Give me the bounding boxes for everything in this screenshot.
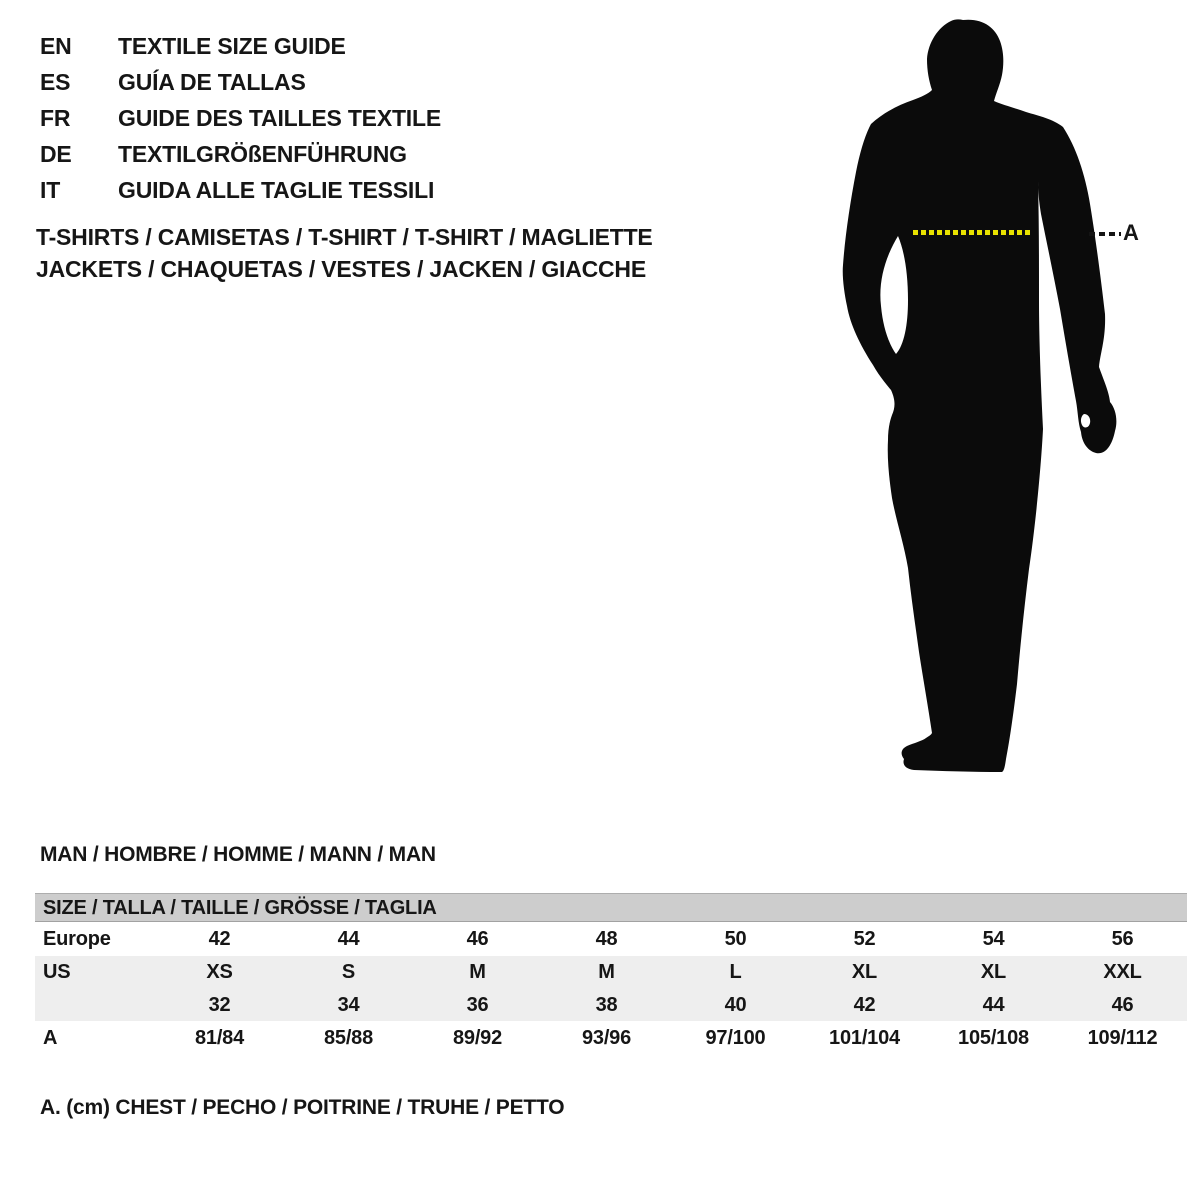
size-cell: 97/100 xyxy=(705,1027,766,1049)
size-cell: 46 xyxy=(1111,993,1134,1016)
size-cell: 52 xyxy=(853,927,876,950)
size-cell: L xyxy=(729,961,742,983)
size-cell: 85/88 xyxy=(323,1027,374,1049)
measure-callout-dashes xyxy=(1089,232,1121,236)
measure-label-a: A xyxy=(1123,220,1139,245)
size-cell: 54 xyxy=(982,927,1005,950)
row-label-europe: Europe xyxy=(43,927,111,950)
size-cell: 93/96 xyxy=(581,1027,632,1049)
size-cell: S xyxy=(341,961,356,983)
category-heading xyxy=(36,221,653,285)
language-code: EN xyxy=(40,33,72,59)
size-cell: 44 xyxy=(982,993,1005,1016)
size-cell: 32 xyxy=(208,993,231,1016)
table-row-numeric xyxy=(35,989,1187,1021)
row-label-a: A xyxy=(43,1027,58,1049)
size-cell: 56 xyxy=(1111,927,1134,950)
language-title: GUIDA ALLE TAGLIE TESSILI xyxy=(118,177,435,203)
table-row-europe xyxy=(35,922,1187,956)
language-code: FR xyxy=(40,105,71,131)
size-cell: XL xyxy=(851,961,878,983)
language-title: GUIDE DES TAILLES TEXTILE xyxy=(118,105,441,131)
language-title: TEXTILGRÖßENFÜHRUNG xyxy=(118,141,407,167)
size-cell: 105/108 xyxy=(958,1027,1029,1049)
list-item xyxy=(40,172,441,208)
list-item xyxy=(40,28,441,64)
size-cell: 46 xyxy=(466,927,489,950)
size-cell: 34 xyxy=(337,993,360,1016)
category-line-tshirts: T-SHIRTS / CAMISETAS / T-SHIRT / T-SHIRT / MAGLIETTE xyxy=(36,224,653,250)
size-cell: 109/112 xyxy=(1087,1027,1158,1049)
size-cell: 42 xyxy=(208,927,231,950)
size-cell: 44 xyxy=(337,927,360,950)
size-table-header: SIZE / TALLA / TAILLE / GRÖSSE / TAGLIA xyxy=(35,893,1187,922)
table-row-chest-a xyxy=(35,1021,1187,1056)
size-cell: 101/104 xyxy=(829,1027,900,1049)
list-item xyxy=(40,64,441,100)
language-code: ES xyxy=(40,69,71,95)
language-title: TEXTILE SIZE GUIDE xyxy=(118,33,346,59)
language-guide-list xyxy=(40,28,441,208)
size-cell: XL xyxy=(980,961,1007,983)
size-cell: M xyxy=(598,961,615,983)
size-cell: 50 xyxy=(724,927,747,950)
size-cell: 36 xyxy=(466,993,489,1016)
size-cell: 48 xyxy=(595,927,618,950)
language-code: IT xyxy=(40,177,61,203)
footnote-chest: A. (cm) CHEST / PECHO / POITRINE / TRUHE / PETTO xyxy=(40,1096,565,1119)
man-silhouette-figure xyxy=(842,8,1122,778)
category-line-jackets: JACKETS / CHAQUETAS / VESTES / JACKEN / GIACCHE xyxy=(36,256,646,282)
size-table xyxy=(35,893,1187,1056)
size-cell: 40 xyxy=(724,993,747,1016)
size-cell: XXL xyxy=(1103,961,1142,983)
list-item xyxy=(40,136,441,172)
language-title: GUÍA DE TALLAS xyxy=(118,69,306,95)
size-cell: 38 xyxy=(595,993,618,1016)
row-label-us: US xyxy=(43,961,71,983)
section-heading-man: MAN / HOMBRE / HOMME / MANN / MAN xyxy=(40,843,436,866)
size-cell: XS xyxy=(206,961,233,983)
size-cell: 81/84 xyxy=(194,1027,245,1049)
table-row-us xyxy=(35,956,1187,989)
list-item xyxy=(40,100,441,136)
size-cell: 42 xyxy=(853,993,876,1016)
language-code: DE xyxy=(40,141,72,167)
man-silhouette-icon xyxy=(842,8,1122,778)
size-cell: 89/92 xyxy=(452,1027,503,1049)
size-cell: M xyxy=(469,961,486,983)
chest-measure-dotted-line xyxy=(913,230,1032,235)
